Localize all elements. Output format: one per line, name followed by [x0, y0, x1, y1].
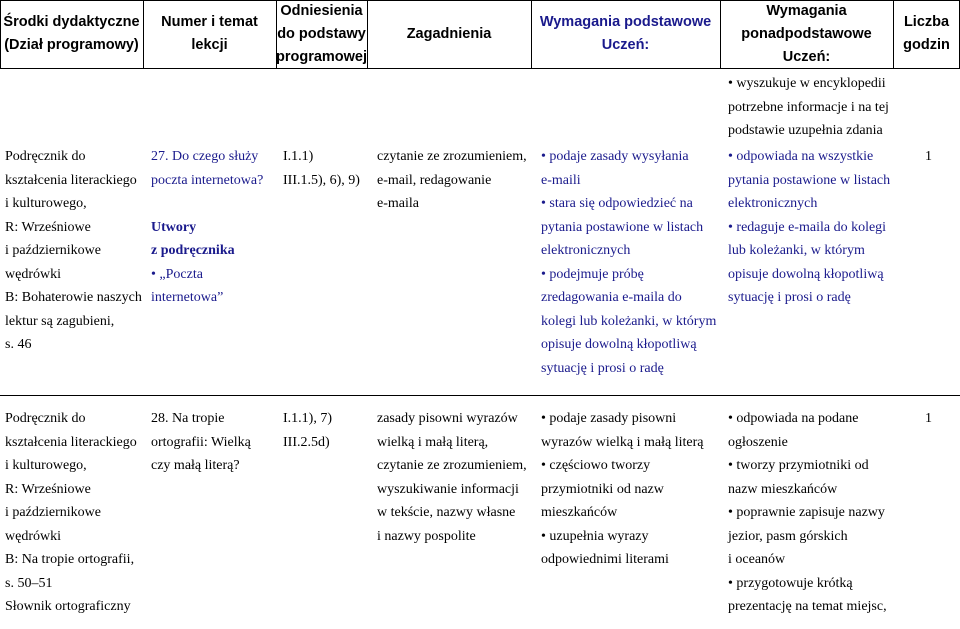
row1-lesson: 27. Do czego służy poczta internetowa? Utwory z podręcznika • „Poczta internetowa” — [151, 149, 264, 305]
carryover-advanced: • wyszukuje w encyklopedii potrzebne informacje i na tej podstawie uzupełnia zdania — [728, 76, 889, 138]
row2-hours: 1 — [925, 411, 932, 426]
row1-references: I.1.1) III.1.5), 6), 9) — [283, 149, 360, 188]
header-topics: Zagadnienia — [406, 25, 492, 42]
row2-topics: zasady pisowni wyrazów wielką i małą literą, czytanie ze zrozumieniem, wyszukiwanie informacji w tekście, nazwy własne i nazwy pospolite — [377, 411, 527, 544]
header-hours: Liczba godzin — [903, 14, 950, 53]
row2-lesson: 28. Na tropie ortografii: Wielką czy małą literą? — [151, 411, 251, 473]
row1-materials: Podręcznik do kształcenia literackiego i kulturowego, R: Wrześniowe i październikowe wędrówki B: Bohaterowie naszych lektur są zagubieni, s. 46 — [5, 149, 142, 352]
header-materials: Środki dydaktyczne (Dział programowy) — [3, 14, 140, 53]
row-separator — [0, 395, 960, 396]
header-advanced-requirements: Wymagania ponadpodstawowe Uczeń: — [741, 2, 872, 65]
header-basic-requirements: Wymagania podstawowe Uczeń: — [539, 14, 712, 53]
row2-materials: Podręcznik do kształcenia literackiego i kulturowego, R: Wrześniowe i październikowe wędrówki B: Na tropie ortografii, s. 50–51 Słownik ortograficzny — [5, 411, 137, 614]
row2-references: I.1.1), 7) III.2.5d) — [283, 411, 332, 450]
row2-advanced-requirements: • odpowiada na podane ogłoszenie • tworzy przymiotniki od nazw mieszkańców • poprawnie zapisuje nazwy jezior, pasm górskich i oceanów • przygotowuje krótką prezentację na temat miejsc, — [728, 411, 887, 614]
header-references: Odniesienia do podstawy programowej — [275, 2, 368, 65]
row2-basic-requirements: • podaje zasady pisowni wyrazów wielką i małą literą • częściowo tworzy przymiotniki od nazw mieszkańców • uzupełnia wyrazy odpowiednimi literami — [541, 411, 704, 567]
header-lesson: Numer i temat lekcji — [161, 14, 258, 53]
row1-topics: czytanie ze zrozumieniem, e-mail, redagowanie e-maila — [377, 149, 527, 211]
row1-hours: 1 — [925, 149, 932, 164]
row1-basic-requirements: • podaje zasady wysyłania e-maili • stara się odpowiedzieć na pytania postawione w listach elektronicznych • podejmuje próbę zredagowania e-maila do kolegi lub koleżanki, w którym opisuje dowolną kłopotliwą sytuację i prosi o radę — [541, 149, 717, 376]
row1-advanced-requirements: • odpowiada na wszystkie pytania postawione w listach elektronicznych • redaguje e-maila do kolegi lub koleżanki, w którym opisuje dowolną kłopotliwą sytuację i prosi o radę — [728, 149, 891, 305]
